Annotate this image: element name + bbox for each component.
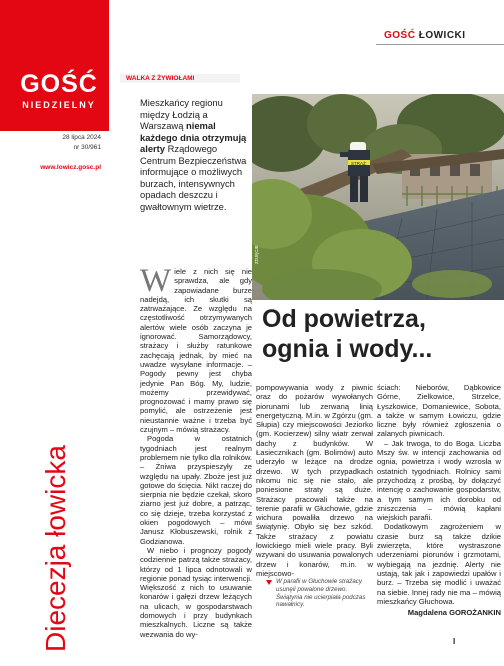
page-number: I <box>453 637 456 646</box>
article-paragraph: W niebo i prognozy pogody codziennie patrzą także strażacy, którzy od 1 lipca odnotowali w regionie ponad tysiąc interwencji. Większość z nich to usuwanie konarów i gałęzi drzew leżących na ulicach, w gospodarstwach domowych i przy budynkach mieszkalnych. Liczne są także wezwania do wy- <box>140 545 252 639</box>
article-paragraph: Dodatkowym zagrożeniem w czasie burz są także dzikie zwierzęta, które wystraszone uderzeniami piorunów i grzmotami, wybiegają na jezdnię. Alerty nie ustają, tak jak i zapowiedzi upałów i burz. – Trzeba się modlić i uważać na siebie. Innej rady nie ma – mówią mieszkańcy Głuchowa. <box>377 522 501 606</box>
article-paragraph: pompowywania wody z piwnic oraz do pożarów wywołanych piorunami lub zerwaną linią energetyczną. M.in. w Zgórzu (gm. Słupia) czy miejscowości Jeziorko (gm. Kocierzew) silny wiatr zerwał dachy z budynków. W Łasiecznikach (gm. Bolimów) auto uderzyło w leżące na drodze drzewo. W tych przypadkach nikomu nic się nie stało, ale poniesione straty są duże. Strażacy pracowali także na terenie parafii w Głuchowie, gdzie wichura powaliła drzewo na świątynię. Obyło się bez szkód. Także strażacy z powiatu łowickiego mieli wiele pracy. Byli wzywani do usuwania powalonych drzew i konarów, m.in. w miejscowo- <box>256 383 373 578</box>
article-paragraph: Pogoda w ostatnich tygodniach jest realnym problemem nie tylko dla rolników. – Żniwa przyspieszyły ze względu na upały. Zboże jest już gotowe do ścięcia. Nikt raczej do sierpnia nie będzie czekał, skoro ziarno jest już dobre, a patrząc, co się dzieje, trzeba korzystać z okien pogodowych – mówi Janusz Kłobuszewski, rolnik z Godzianowa. <box>140 434 252 546</box>
sidebar <box>0 0 109 666</box>
article-lead <box>140 97 252 212</box>
article-paragraph: – Jak trwoga, to do Boga. Liczba Mszy św. w intencji zachowania od ognia, powietrza i wody wzrosła w ostatnich tygodniach. Rolnicy sami przychodzą z prośbą, by dołączyć intencję o zachowanie gospodarstw, a tym samym ich dorobku od zniszczenia – mówią kapłani wiejskich parafii. <box>377 438 501 523</box>
section-tag: WALKA Z ŻYWIOŁAMI <box>120 74 240 83</box>
article-column-2 <box>256 383 373 578</box>
article-column-1 <box>140 263 252 639</box>
article-photo <box>252 94 504 300</box>
lead-part2: Rządowego Centrum Bezpieczeństwa informujące o możliwych burzach, intensywnych opadach deszczu i gwałtownym wietrze. <box>140 143 247 212</box>
lead-bold: niemal każdego dnia otrzymują alerty <box>140 120 247 154</box>
headline-line2: ognia i wody... <box>262 335 433 363</box>
photo-caption: W parafii w Głuchowie strażacy usunęli powalone drzewo. Świątynia nie ucierpiała podczas nawałnicy. <box>276 578 366 609</box>
lead-part1: Mieszkańcy regionu między Łodzią a Warszawą <box>140 97 223 131</box>
article-paragraph: ściach: Nieborów, Dąbkowice Górne, Zielkowice, Strzelce, Łyszkowice, Domaniewice, Sobota, a także w samym Łowiczu, gdzie liczne były również zgłoszenia o zalanych piwnicach. <box>377 383 501 439</box>
vest-text: STRAŻ <box>351 161 366 166</box>
article-author: Magdalena GOROŻANKIN <box>407 608 501 618</box>
article-paragraph: Wiele z nich się nie sprawdza, ale gdy zapowiadane burze nadejdą, ich skutki są zatrważające. Ze względu na częstotliwość otrzymywanych alertów wiele osób zaczyna je ignorować. Samorządowcy, strażacy i służby ratunkowe zachęcają jednak, by mieć na uwadze wysyłane informacje. – Pogody pewny jest chyba jedynie Pan Bóg. My, ludzie, możemy przewidywać, prognozować i mamy prawo się pomylić, ale ostrzeżenie jest nieustannie ważne i trzeba być czujnym – mówią strażacy. <box>140 263 252 435</box>
website-link[interactable]: www.lowicz.gosc.pl <box>40 164 101 171</box>
drop-cap: W <box>140 263 172 299</box>
brand-lowicki: ŁOWICKI <box>418 30 466 41</box>
photo-credit: ZDJĘCIE <box>254 245 259 264</box>
brand-gosc: GOŚĆ <box>384 30 416 41</box>
firefighter-photo <box>252 94 504 300</box>
magazine-logo-subtitle: NIEDZIELNY <box>22 100 96 110</box>
header-divider <box>376 44 504 45</box>
headline-line1: Od powietrza, <box>262 305 426 333</box>
diocese-title: Diecezja łowicka <box>40 445 71 652</box>
article-column-3 <box>377 383 501 617</box>
issue-date: 28 lipca 2024 <box>62 134 101 141</box>
section-brand <box>384 30 466 41</box>
issue-number: nr 30/961 <box>73 144 101 151</box>
sidebar-red-block <box>0 0 109 131</box>
article-headline <box>262 304 502 364</box>
magazine-logo: GOŚĆ <box>20 70 98 98</box>
